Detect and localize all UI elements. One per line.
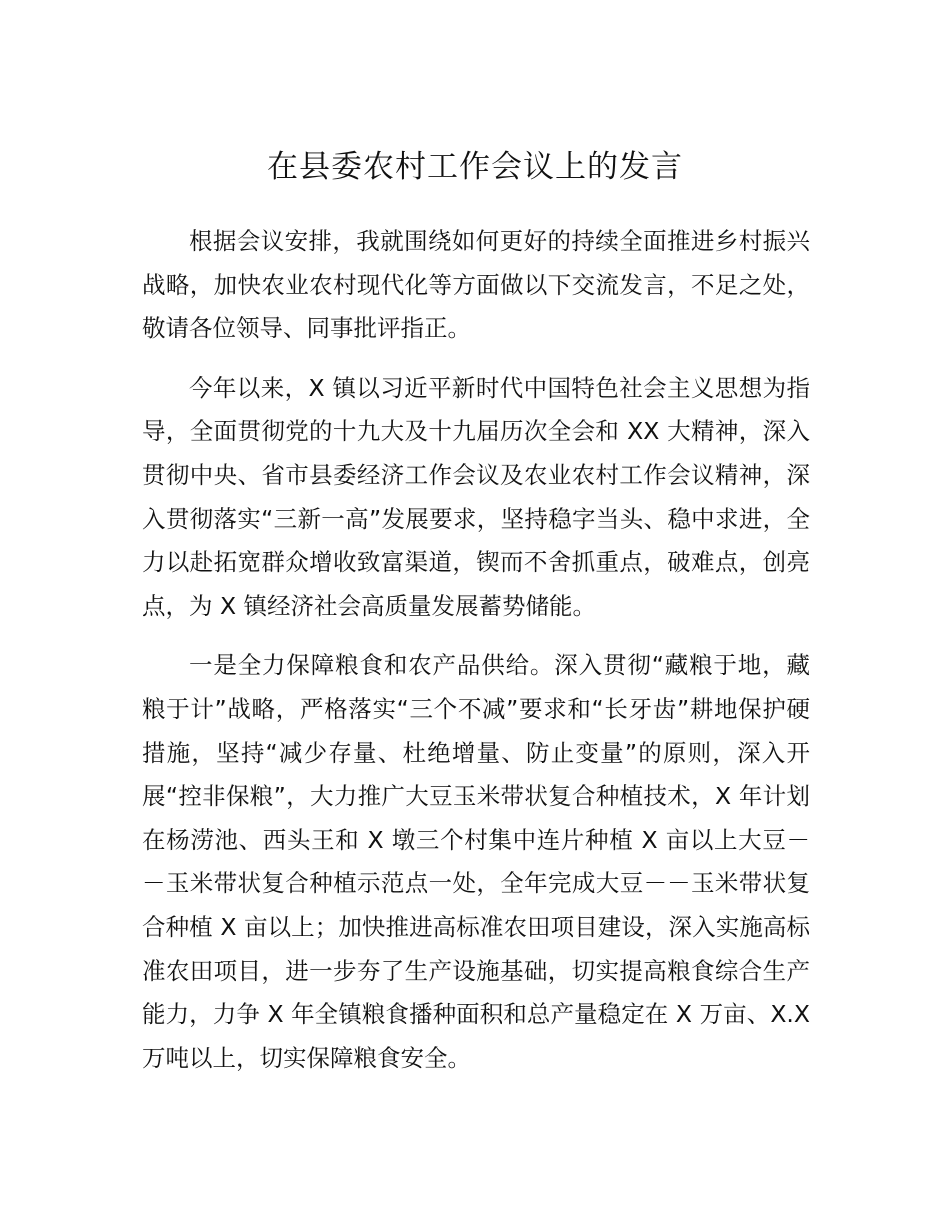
document-body	[142, 220, 810, 1096]
paragraph-intro: 根据会议安排，我就围绕如何更好的持续全面推进乡村振兴战略，加快农业农村现代化等方面做以下交流发言，不足之处，敬请各位领导、同事批评指正。	[142, 227, 810, 343]
paragraph-overview: 今年以来，X 镇以习近平新时代中国特色社会主义思想为指导，全面贯彻党的十九大及十九届历次全会和 XX 大精神，深入贯彻中央、省市县委经济工作会议及农业农村工作会议精神，深入贯彻落实“三新一高”发展要求，坚持稳字当头、稳中求进，全力以赴拓宽群众增收致富渠道，锲而不舍抓重点，破难点，创亮点，为 X 镇经济社会高质量发展蓄势储能。	[142, 373, 810, 620]
document-title: 在县委农村工作会议上的发言	[267, 149, 683, 185]
paragraph-grain-supply: 一是全力保障粮食和农产品供给。深入贯彻“藏粮于地，藏粮于计”战略，严格落实“三个不减”要求和“长牙齿”耕地保护硬措施，坚持“减少存量、杜绝增量、防止变量”的原则，深入开展“控非保粮”，大力推广大豆玉米带状复合种植技术，X 年计划在杨涝池、西头王和 X 墩三个村集中连片种植 X 亩以上大豆－－玉米带状复合种植示范点一处，全年完成大豆－－玉米带状复合种植 X 亩以上；加快推进高标准农田项目建设，深入实施高标准农田项目，进一步夯了生产设施基础，切实提高粮食综合生产能力，力争 X 年全镇粮食播种面积和总产量稳定在 X 万亩、X.X 万吨以上，切实保障粮食安全。	[142, 651, 810, 1072]
